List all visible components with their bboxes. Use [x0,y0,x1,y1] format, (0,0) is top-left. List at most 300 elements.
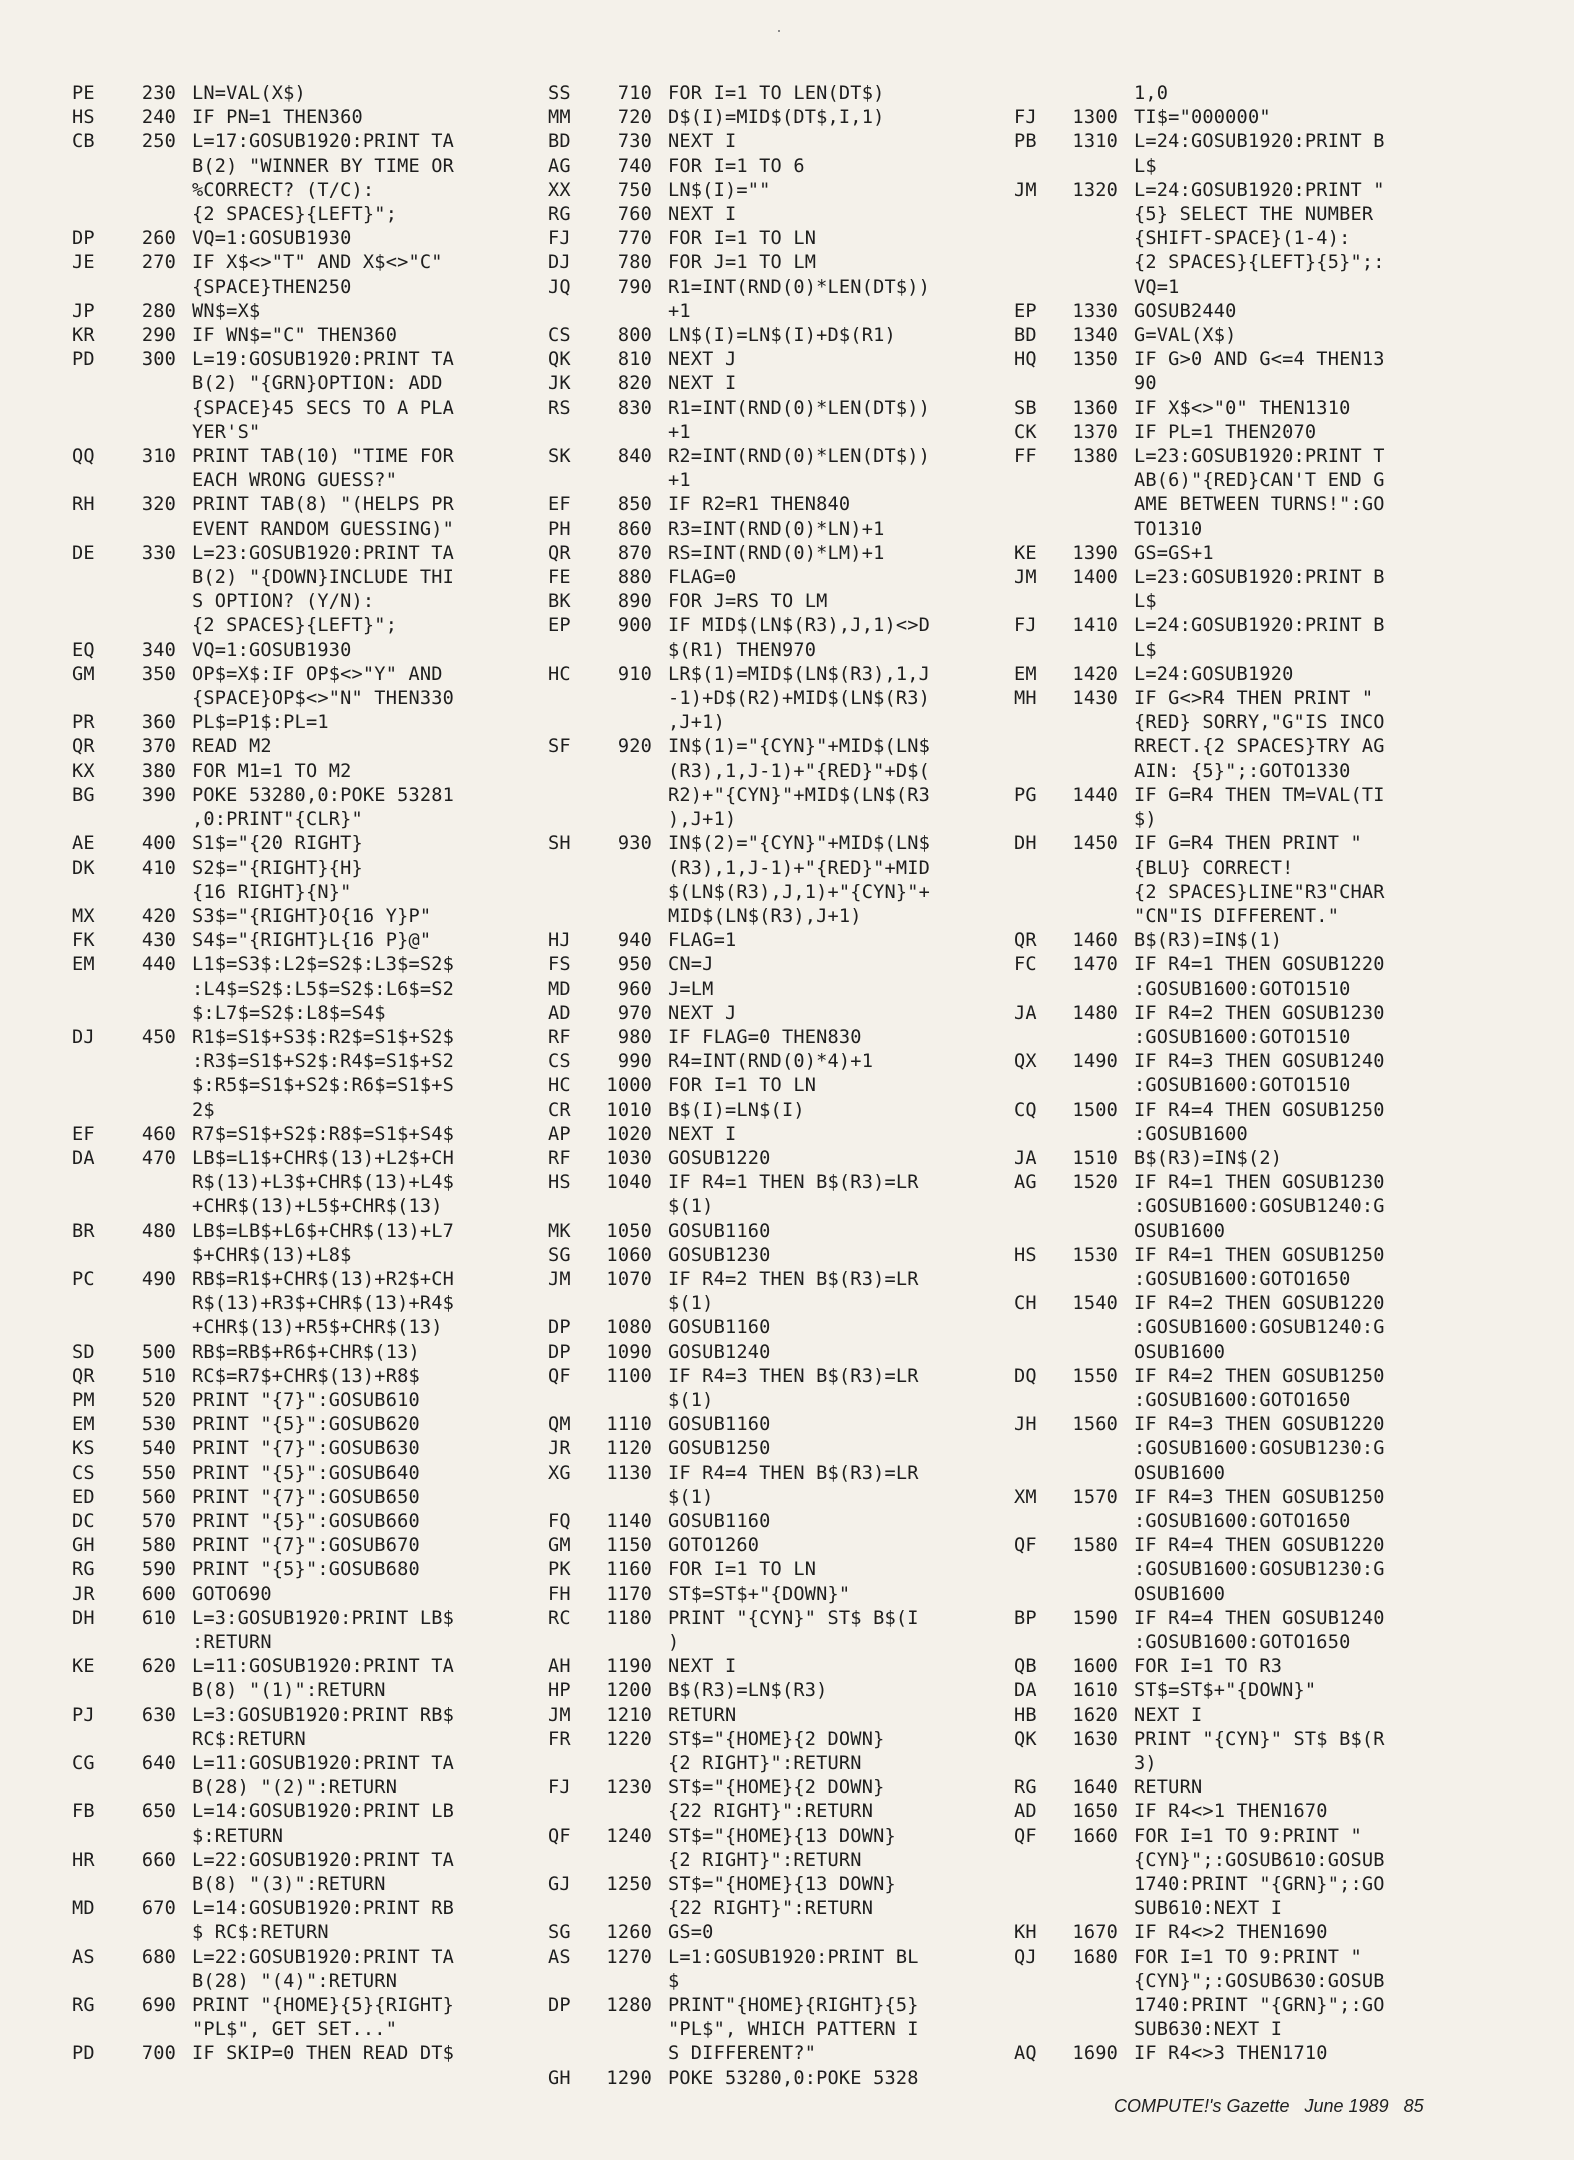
code-text: R1=INT(RND(0)*LEN(DT$)) [668,276,931,298]
code-text: IF R4=3 THEN GOSUB1250 [1134,1486,1385,1508]
listing-line [72,929,454,953]
checksum [72,1970,124,1994]
line-number: 1520 [1072,1172,1118,1194]
line-number: 820 [617,373,652,395]
checksum [72,1728,124,1752]
line-number: 500 [141,1341,176,1363]
listing-line [1014,590,1385,614]
listing-line [1014,1558,1385,1582]
checksum: AP [548,1123,571,1145]
line-number [600,639,652,663]
checksum [548,639,600,663]
listing-line [72,1679,454,1703]
code-text: LB$=L1$+CHR$(13)+L2$+CH [192,1147,455,1169]
line-number [1066,881,1118,905]
code-text: +1 [668,470,691,492]
listing-line [548,1583,930,1607]
listing-line [1014,1365,1385,1389]
line-number: 1060 [606,1244,652,1266]
listing-line [548,1389,930,1413]
checksum: EQ [72,639,95,661]
listing-line [72,227,454,251]
line-number [124,155,176,179]
listing-line [1014,978,1385,1002]
code-text: FOR I=1 TO 6 [668,155,805,177]
listing-line [548,1220,930,1244]
checksum: QR [548,542,571,564]
checksum: PE [72,83,95,104]
line-number: 720 [617,107,652,129]
checksum [1014,590,1066,614]
listing-line [1014,276,1385,300]
line-number: 1650 [1072,1801,1118,1823]
line-number [1066,155,1118,179]
checksum [72,1244,124,1268]
line-number: 800 [617,325,652,347]
code-text: B$(R3)=IN$(2) [1134,1147,1283,1169]
listing-line [1014,687,1385,711]
listing-line [548,1800,930,1824]
listing-line [548,421,930,445]
checksum [72,687,124,711]
code-text: {SPACE}THEN250 [192,276,352,298]
code-text: {16 RIGHT}{N}" [192,881,352,903]
listing-line [548,1558,930,1582]
checksum: JE [72,252,95,274]
checksum: MH [1014,688,1037,710]
listing-line [1014,1171,1385,1195]
listing-line [548,1437,930,1461]
line-number [124,179,176,203]
listing-line [1014,1074,1385,1098]
checksum: DH [1014,833,1037,855]
checksum: AQ [1014,2043,1037,2065]
code-text: IF R4=1 THEN GOSUB1220 [1134,954,1385,976]
listing-line [1014,1607,1385,1631]
listing-line [1014,1050,1385,1074]
listing-line [1014,1655,1385,1679]
code-text: GOSUB1220 [668,1147,771,1169]
listing-line [72,469,454,493]
line-number: 1270 [606,1946,652,1968]
listing-line [548,735,930,759]
checksum [1014,469,1066,493]
checksum [1014,1195,1066,1219]
listing-line [1014,1970,1385,1994]
listing-line [72,1365,454,1389]
listing-line [72,978,454,1002]
checksum: DJ [548,252,571,274]
line-number: 1280 [606,1995,652,2017]
line-number: 1230 [606,1777,652,1799]
line-number: 1340 [1072,325,1118,347]
checksum [1014,203,1066,227]
code-text: R2)+"{CYN}"+MID$(LN$(R3 [668,784,931,806]
code-text: IF WN$="C" THEN360 [192,325,398,347]
checksum: MX [72,905,95,927]
line-number: 920 [617,736,652,758]
code-text: RB$=RB$+R6$+CHR$(13) [192,1341,420,1363]
code-text: PRINT "{7}":GOSUB650 [192,1486,420,1508]
listing-line [548,300,930,324]
checksum [72,372,124,396]
code-text: PRINT "{CYN}" ST$ B$(R [1134,1728,1385,1750]
code-text: L=14:GOSUB1920:PRINT RB [192,1898,455,1920]
checksum: BK [548,591,571,613]
line-number [600,857,652,881]
listing-line [548,445,930,469]
code-text: 1740:PRINT "{GRN}";:GO [1134,1995,1385,2017]
line-number: 600 [141,1583,176,1605]
listing-line [1014,1026,1385,1050]
code-text: IF G=R4 THEN PRINT " [1134,833,1362,855]
code-text: D$(I)=MID$(DT$,I,1) [668,107,885,129]
code-text: EVENT RANDOM GUESSING)" [192,518,455,540]
line-number [124,397,176,421]
listing-line [548,1849,930,1873]
line-number [1066,2018,1118,2042]
checksum [1014,857,1066,881]
line-number [1066,469,1118,493]
code-text: ST$="{HOME}{2 DOWN} [668,1777,885,1799]
code-text: 1740:PRINT "{GRN}";:GO [1134,1874,1385,1896]
listing-line [1014,1123,1385,1147]
checksum [1014,155,1066,179]
code-text: FOR I=1 TO LN [668,1559,817,1581]
line-number: 1110 [606,1414,652,1436]
line-number: 1500 [1072,1099,1118,1121]
line-number: 400 [141,833,176,855]
checksum: SS [548,83,571,104]
checksum: ED [72,1486,95,1508]
code-text: B(2) "WINNER BY TIME OR [192,155,455,177]
checksum [72,590,124,614]
checksum: MD [72,1898,95,1920]
checksum: HQ [1014,349,1037,371]
line-number: 1200 [606,1680,652,1702]
checksum: QF [548,1365,571,1387]
listing-line [1014,881,1385,905]
checksum: HR [72,1849,95,1871]
listing-line [1014,1437,1385,1461]
line-number: 350 [141,663,176,685]
checksum: QJ [1014,1946,1037,1968]
line-number: 320 [141,494,176,516]
checksum [72,1921,124,1945]
listing-line [1014,1631,1385,1655]
line-number [1066,1994,1118,2018]
line-number: 1560 [1072,1414,1118,1436]
listing-line [548,1462,930,1486]
code-text: S4$="{RIGHT}L{16 P}@" [192,930,432,952]
checksum [1014,711,1066,735]
code-text: B(28) "(4)":RETURN [192,1970,398,1992]
code-text: :L4$=S2$:L5$=S2$:L6$=S2 [192,978,455,1000]
line-number: 390 [141,784,176,806]
checksum [1014,372,1066,396]
checksum [72,469,124,493]
code-text: LN$(I)="" [668,179,771,201]
listing-line [548,1099,930,1123]
code-text: "CN"IS DIFFERENT." [1134,905,1340,927]
listing-line [548,1873,930,1897]
code-text: B(8) "(3)":RETURN [192,1874,386,1896]
line-number: 1510 [1072,1147,1118,1169]
line-number: 690 [141,1995,176,2017]
line-number: 1180 [606,1607,652,1629]
listing-line [72,1728,454,1752]
listing-line [72,1800,454,1824]
line-number: 840 [617,446,652,468]
line-number: 1600 [1072,1656,1118,1678]
listing-line [72,1510,454,1534]
code-text: ,0:PRINT"{CLR}" [192,809,363,831]
line-number: 1320 [1072,179,1118,201]
checksum [1014,1849,1066,1873]
line-number [600,687,652,711]
listing-line [1014,445,1385,469]
listing-line [548,978,930,1002]
checksum: FJ [548,1777,571,1799]
checksum: HC [548,663,571,685]
line-number [1066,1752,1118,1776]
line-number: 730 [617,131,652,153]
listing-line [548,808,930,832]
code-text: IF R4=3 THEN B$(R3)=LR [668,1365,919,1387]
line-number: 570 [141,1510,176,1532]
code-text: RRECT.{2 SPACES}TRY AG [1134,736,1385,758]
line-number [600,469,652,493]
code-text: (R3),1,J-1)+"{RED}"+MID [668,857,931,879]
line-number: 900 [617,615,652,637]
listing-line [1014,2018,1385,2042]
checksum: AD [548,1002,571,1024]
checksum: FR [548,1728,571,1750]
line-number [1066,493,1118,517]
code-text: J=LM [668,978,714,1000]
code-text: ST$=ST$+"{DOWN}" [1134,1680,1317,1702]
checksum [72,1171,124,1195]
code-text: GOSUB2440 [1134,300,1237,322]
checksum: GM [548,1535,571,1557]
line-number [1066,1195,1118,1219]
code-text: L=1:GOSUB1920:PRINT BL [668,1946,919,1968]
code-text: L=22:GOSUB1920:PRINT TA [192,1849,455,1871]
code-text: {5} SELECT THE NUMBER [1134,204,1374,226]
code-text: PRINT "{CYN}" ST$ B$(I [668,1607,919,1629]
line-number [600,1849,652,1873]
line-number: 860 [617,518,652,540]
line-number: 770 [617,228,652,250]
code-text: RB$=R1$+CHR$(13)+R2$+CH [192,1268,455,1290]
line-number [1066,711,1118,735]
line-number [1066,1558,1118,1582]
page-footer [1114,2096,1424,2117]
code-text: L=11:GOSUB1920:PRINT TA [192,1656,455,1678]
code-text: LN$(I)=LN$(I)+D$(R1) [668,325,896,347]
line-number: 1630 [1072,1728,1118,1750]
listing-line [1014,832,1385,856]
line-number [124,881,176,905]
listing-line [72,1050,454,1074]
code-text: LB$=LB$+L6$+CHR$(13)+L7 [192,1220,455,1242]
code-text: +1 [668,300,691,322]
checksum: FH [548,1583,571,1605]
line-number: 1120 [606,1438,652,1460]
code-text: L=23:GOSUB1920:PRINT TA [192,542,455,564]
line-number: 1010 [606,1099,652,1121]
line-number: 1300 [1072,107,1118,129]
checksum: PK [548,1559,571,1581]
code-text: ) [668,1632,680,1653]
checksum: JR [548,1438,571,1460]
listing-line [548,1413,930,1437]
checksum [548,857,600,881]
code-text: $(1) [668,1486,714,1508]
checksum: MM [548,107,571,129]
line-number [600,760,652,784]
checksum: SB [1014,397,1037,419]
line-number: 640 [141,1753,176,1775]
code-text: READ M2 [192,736,272,758]
code-text: B(2) "{GRN}OPTION: ADD [192,373,443,395]
line-number: 1160 [606,1559,652,1581]
code-text: :GOSUB1600:GOSUB1240:G [1134,1317,1385,1339]
checksum: QF [548,1825,571,1847]
listing-line [548,1776,930,1800]
listing-line [1014,542,1385,566]
checksum [1014,978,1066,1002]
line-number [1066,1631,1118,1655]
listing-line [548,1607,930,1631]
listing-line [1014,179,1385,203]
line-number [1066,1220,1118,1244]
line-number [124,590,176,614]
code-text: R$(13)+L3$+CHR$(13)+L4$ [192,1172,455,1194]
line-number: 880 [617,567,652,589]
line-number [1066,518,1118,542]
listing-line [72,735,454,759]
checksum: FC [1014,954,1037,976]
listing-line [1014,1510,1385,1534]
listing-line [548,1341,930,1365]
line-number [124,1316,176,1340]
checksum [1014,1220,1066,1244]
line-number: 1620 [1072,1704,1118,1726]
code-text: L=24:GOSUB1920:PRINT B [1134,131,1385,153]
checksum: PC [72,1268,95,1290]
listing-line [548,687,930,711]
line-number [1066,590,1118,614]
line-number: 1030 [606,1147,652,1169]
checksum [548,784,600,808]
line-number: 1130 [606,1462,652,1484]
line-number: 300 [141,349,176,371]
listing-line [72,300,454,324]
listing-line [72,324,454,348]
listing-line [548,1316,930,1340]
line-number: 540 [141,1438,176,1460]
checksum: RF [548,1026,571,1048]
code-text: {2 RIGHT}":RETURN [668,1849,862,1871]
listing-line [1014,1752,1385,1776]
listing-line [548,1123,930,1147]
checksum: RG [548,204,571,226]
listing-line [548,2042,930,2066]
code-text: L=24:GOSUB1920:PRINT " [1134,179,1385,201]
code-text: ,J+1) [668,712,725,734]
line-number: 1640 [1072,1777,1118,1799]
code-text: +1 [668,421,691,443]
listing-line [548,784,930,808]
code-text: L=24:GOSUB1920:PRINT B [1134,615,1385,637]
line-number: 450 [141,1026,176,1048]
code-text: {SPACE}45 SECS TO A PLA [192,397,455,419]
line-number: 740 [617,155,652,177]
checksum: KS [72,1438,95,1460]
listing-line [1014,857,1385,881]
code-text: PRINT "{7}":GOSUB610 [192,1389,420,1411]
line-number: 360 [141,712,176,734]
checksum: CR [548,1099,571,1121]
line-number [1066,760,1118,784]
listing-line [72,2018,454,2042]
checksum: PJ [72,1704,95,1726]
listing-line [72,1002,454,1026]
line-number [124,1873,176,1897]
listing-line [548,929,930,953]
line-number [124,1970,176,1994]
checksum [1014,227,1066,251]
checksum: BR [72,1220,95,1242]
listing-line [548,1268,930,1292]
listing-line [548,2067,930,2091]
listing-line [548,276,930,300]
checksum [72,1316,124,1340]
page-mark [778,30,780,32]
listing-line [1014,953,1385,977]
code-text: SUB610:NEXT I [1134,1898,1283,1920]
code-text: VQ=1:GOSUB1930 [192,639,352,661]
checksum: PG [1014,784,1037,806]
listing-line [1014,1220,1385,1244]
line-number [1066,1316,1118,1340]
code-text: OSUB1600 [1134,1220,1226,1242]
listing-line [548,1704,930,1728]
listing-line [72,1655,454,1679]
checksum: SF [548,736,571,758]
checksum [72,1679,124,1703]
checksum: BP [1014,1607,1037,1629]
code-text: {22 RIGHT}":RETURN [668,1801,874,1823]
code-text: R4=INT(RND(0)*4)+1 [668,1051,874,1073]
listing-column-2 [548,82,930,2091]
code-text: IF R4=1 THEN B$(R3)=LR [668,1172,919,1194]
line-number [124,1921,176,1945]
listing-line [548,1195,930,1219]
checksum [1014,1897,1066,1921]
code-text: $:RETURN [192,1825,284,1847]
line-number: 1450 [1072,833,1118,855]
checksum: PR [72,712,95,734]
listing-line [548,614,930,638]
line-number [124,1074,176,1098]
listing-line [1014,1728,1385,1752]
checksum: JM [1014,567,1037,589]
code-text: R7$=S1$+S2$:R8$=S1$+S4$ [192,1123,455,1145]
checksum [1014,1970,1066,1994]
checksum: FF [1014,446,1037,468]
